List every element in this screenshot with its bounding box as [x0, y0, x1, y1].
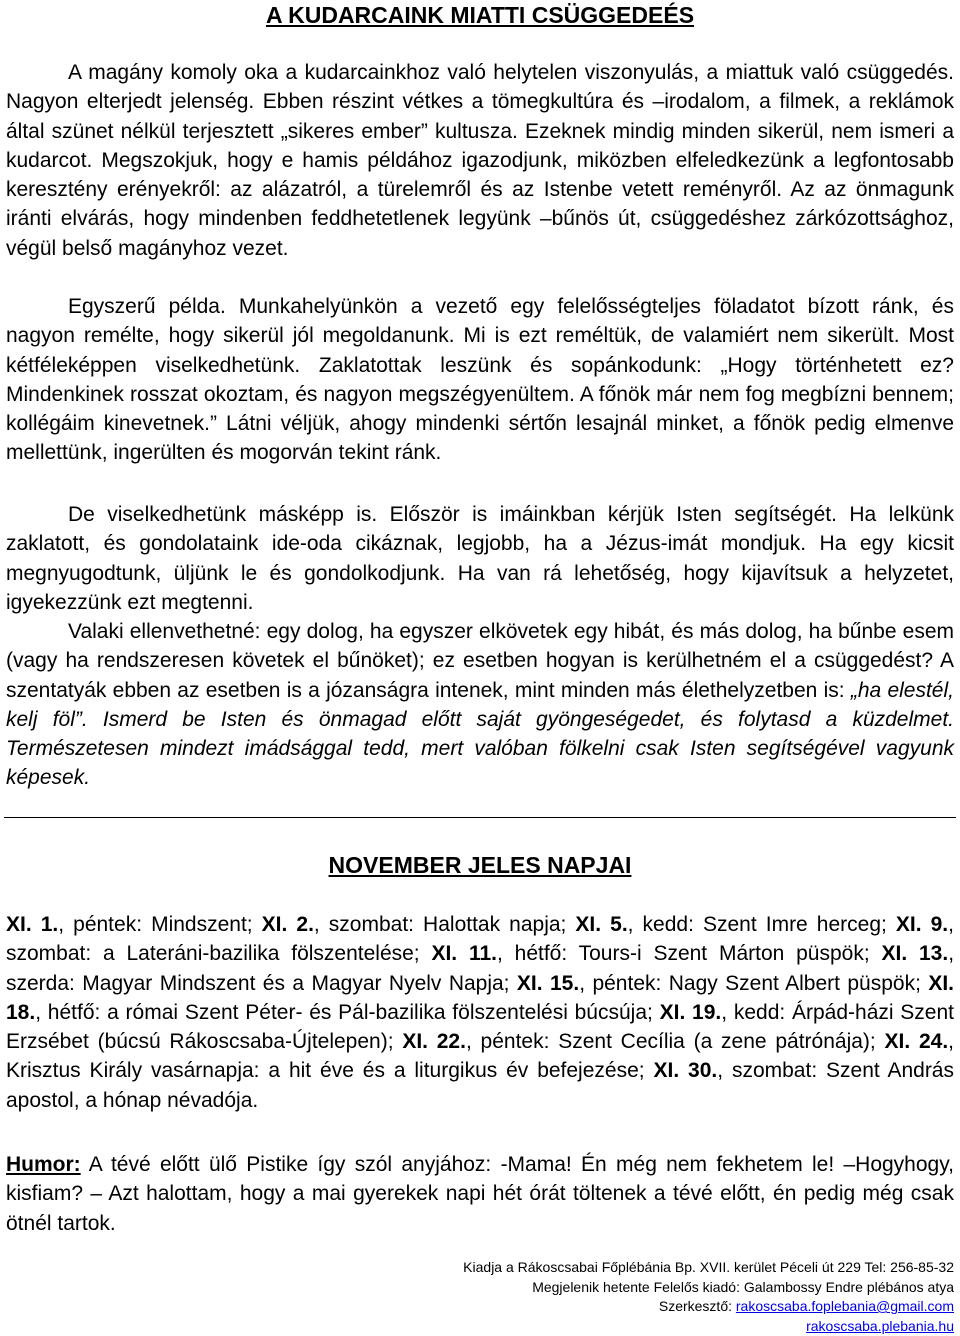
publisher-footer [254, 1258, 954, 1336]
feast-date: XI. 1. [6, 913, 59, 936]
section-divider [4, 817, 956, 818]
feast-date: XI. 9. [895, 913, 949, 936]
feast-description: , szerda: Magyar Mindszent és a Magyar Nyelv Napja; [6, 942, 955, 995]
humor-text: A tévé előtt ülő Pistike így szól anyjához: -Mama! Én még nem fekhetem le! –Hogyhogy, kisfiam? – Azt halottam, hogy a mai gyerekek napi hét órát töltenek a tévé előtt, én pedig még csak ötnél tartok. [6, 1153, 954, 1235]
feast-description: , szombat: Halottak napja; [313, 913, 576, 936]
email-link[interactable]: rakoscsaba.foplebania@gmail.com [735, 1298, 954, 1314]
feast-date: XI. 15. [516, 971, 580, 995]
feast-date: XI. 24. [884, 1030, 949, 1054]
feast-description: , kedd: Árpád-házi Szent Erzsébet (búcsú Rákoscsaba-Újtelepen); [6, 1000, 954, 1054]
footer-publisher-line: Kiadja a Rákoscsabai Főplébánia Bp. XVII. kerület Péceli út 229 Tel: 256-85-32 [463, 1259, 954, 1275]
feast-description: , kedd: Szent Imre herceg; [627, 913, 896, 936]
humor-paragraph [6, 1150, 954, 1238]
paragraph-3: De viselkedhetünk másképp is. Először is imáinkban kérjük Isten segítségét. Ha lelkünk zaklatott, és gondolataink ide-oda cikáznak, legjobb, ha a Jézus-imát mondjuk. Ha egy kicsit megnyugodtunk, üljünk le és gondolkodjunk. Ha van rá lehetőség, hogy kijavítsuk a helyzetet, igyekezzünk ezt megtenni. [6, 503, 954, 614]
section-title-kudarcaink: A KUDARCAINK MIATTI CSÜGGEDEÉS [265, 2, 695, 28]
paragraph-4-text: Valaki ellenvethetné: egy dolog, ha egyszer elkövetek egy hibát, és más dolog, ha bűnbe esem (vagy ha rendszeresen követek el bűnöket); ez esetben hogyan is kerülhetném el a csüggedést? A szentatyák ebben az esetben is a józanságra intenek, mint minden más élethelyzetben is: [6, 620, 954, 702]
feast-description: , péntek: Szent Cecília (a zene pátrónája); [465, 1030, 885, 1054]
feast-date: XI. 19. [659, 1000, 722, 1024]
footer-contact-line [254, 1297, 954, 1317]
feast-description: , szombat: Szent András apostol, a hónap névadója. [6, 1059, 954, 1112]
paragraph-2: Egyszerű példa. Munkahelyünkön a vezető egy felelősségteljes föladatot bízott ránk, és nagyon remélte, hogy sikerül jól megoldanunk. Mi is ezt reméltük, de valamiért nem sikerült. Most kétféleképpen viselkedhetünk. Zaklatottak leszünk és sopánkodunk: „Hogy történhetett ez? Mindenkinek rosszat okoztam, és nagyon megszégyenültem. A főnök már nem fog megbízni bennem; kollégáim kinevetnek.” Látni véljük, ahogy mindenki sértőn lesajnál minket, a főnök pedig elmenve mellettünk, ingerülten és mogorván tekint ránk. [6, 295, 954, 465]
footer-editor-line: Megjelenik hetente Felelős kiadó: Galambossy Endre plébános atya [532, 1278, 954, 1295]
feast-date: XI. 2. [261, 913, 314, 936]
feast-date: XI. 30. [653, 1059, 718, 1083]
feast-description: , hétfő: a római Szent Péter- és Pál-bazilika fölszentelési búcsúja; [35, 1000, 660, 1024]
feast-date: XI. 5. [575, 913, 628, 936]
feast-date: XI. 13. [881, 942, 949, 966]
feast-description: , hétfő: Tours-i Szent Márton püspök; [497, 942, 882, 966]
feast-description: , Krisztus Király vasárnapja: a hit éve és a liturgikus év befejezése; [6, 1030, 955, 1083]
feast-description: , péntek: Nagy Szent Albert püspök; [579, 971, 929, 995]
feast-date: XI. 18. [6, 971, 955, 1024]
feast-date: XI. 11. [431, 942, 497, 966]
feast-description: , szombat: a Lateráni-bazilika fölszentelése; [6, 913, 954, 966]
humor-label: Humor: [6, 1153, 81, 1176]
website-link[interactable]: rakoscsaba.plebania.hu [806, 1317, 954, 1334]
feast-days-list [6, 910, 954, 1115]
section-title-november: NOVEMBER JELES NAPJAI [328, 852, 632, 878]
paragraph-4 [6, 617, 954, 793]
feast-date: XI. 22. [402, 1030, 466, 1054]
paragraph-1: A magány komoly oka a kudarcainkhoz való helytelen viszonyulás, a miattuk való csüggedés. Nagyon elterjedt jelenség. Ebben részint vétkes a tömegkultúra és –irodalom, a filmek, a reklámok által szünet nélkül terjesztett „sikeres ember” kultusza. Ezeknek mindig minden sikerül, nem ismeri a kudarcot. Megszokjuk, hogy e hamis példához igazodjunk, miközben elfeledkezünk a legfontosabb keresztény erényekről: az alázatról, a türelemről és az Istenbe vetett reményről. Az az önmagunk iránti elvárás, hogy mindenben feddhetetlenek legyünk –bűnös út, csüggedéshez zárkózottsághoz, végül belső magányhoz vezet. [6, 61, 954, 260]
footer-editor-label: Szerkesztő: [658, 1298, 736, 1314]
footer-website-line [254, 1317, 954, 1336]
feast-description: , péntek: Mindszent; [58, 913, 262, 936]
paragraph-4-italic: „ha elestél, kelj föl”. Ismerd be Isten és önmagad előtt saját gyöngeségedet, és folytasd a küzdelmet. Természetesen mindezt imádsággal tedd, mert valóban fölkelni csak Isten segítségével vagyunk képesek. [6, 678, 954, 790]
